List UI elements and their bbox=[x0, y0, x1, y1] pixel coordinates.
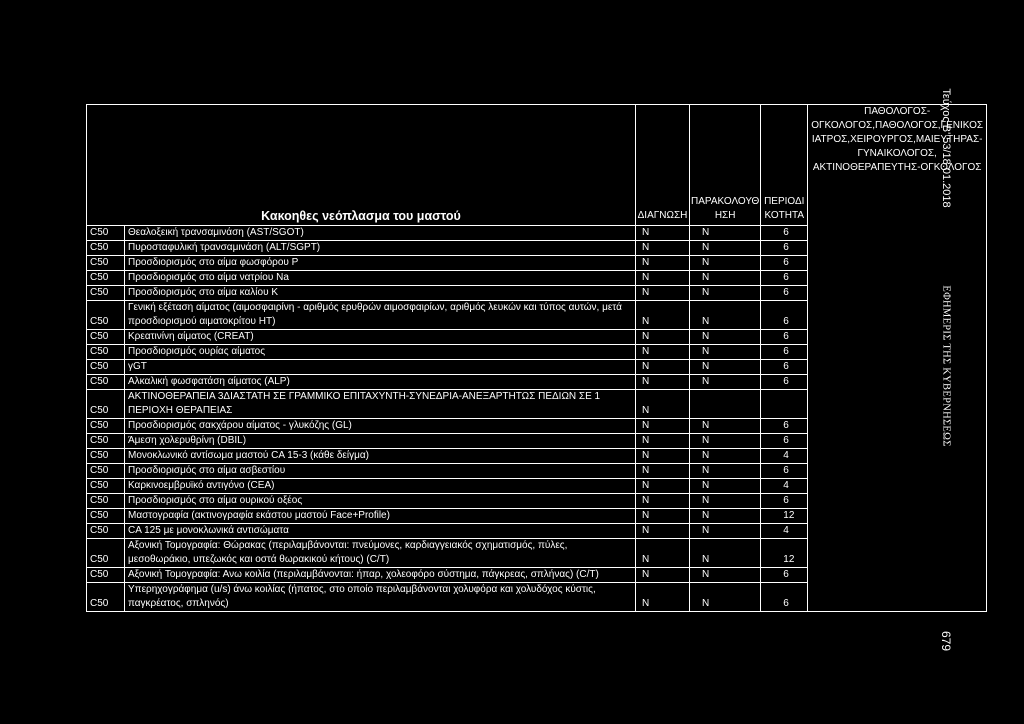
row-follow-up: N bbox=[690, 256, 761, 271]
row-exam: Άμεση χολερυθρίνη (DBIL) bbox=[125, 434, 636, 449]
row-follow-up: N bbox=[690, 241, 761, 256]
row-diagnosis: N bbox=[636, 583, 690, 612]
row-diagnosis: N bbox=[636, 241, 690, 256]
row-follow-up: N bbox=[690, 479, 761, 494]
header-row bbox=[87, 105, 987, 226]
row-follow-up: N bbox=[690, 360, 761, 375]
row-code: C50 bbox=[87, 434, 125, 449]
row-periodicity: 6 bbox=[761, 419, 808, 434]
row-periodicity: 6 bbox=[761, 375, 808, 390]
row-diagnosis: N bbox=[636, 330, 690, 345]
row-code: C50 bbox=[87, 479, 125, 494]
row-periodicity: 4 bbox=[761, 479, 808, 494]
row-periodicity: 6 bbox=[761, 494, 808, 509]
row-follow-up: N bbox=[690, 449, 761, 464]
col-header-periodicity: ΠΕΡΙΟΔΙ ΚΟΤΗΤΑ bbox=[761, 105, 808, 226]
row-exam: Προσδιορισμός στο αίμα καλίου K bbox=[125, 286, 636, 301]
row-periodicity bbox=[761, 390, 808, 419]
row-follow-up: N bbox=[690, 301, 761, 330]
col-header-diagnosis: ΔΙΑΓΝΩΣΗ bbox=[636, 105, 690, 226]
row-exam: ΑΚΤΙΝΟΘΕΡΑΠΕΙΑ 3ΔΙΑΣΤΑΤΗ ΣΕ ΓΡΑΜΜΙΚΟ ΕΠΙΤΑΧΥΝΤΗ-ΣΥΝΕΔΡΙΑ-ΑΝΕΞΑΡΤΗΤΩΣ ΠΕΔΙΩΝ ΣΕ 1 ΠΕΡΙΟΧΗ ΘΕΡΑΠΕΙΑΣ bbox=[125, 390, 636, 419]
row-code: C50 bbox=[87, 449, 125, 464]
row-diagnosis: N bbox=[636, 226, 690, 241]
row-exam: Προσδιορισμός στο αίμα ασβεστίου bbox=[125, 464, 636, 479]
row-diagnosis: N bbox=[636, 301, 690, 330]
row-exam: Μαστογραφία (ακτινογραφία εκάστου μαστού Face+Profile) bbox=[125, 509, 636, 524]
row-periodicity: 6 bbox=[761, 434, 808, 449]
row-exam: Προσδιορισμός στο αίμα ουρικού οξέος bbox=[125, 494, 636, 509]
row-code: C50 bbox=[87, 524, 125, 539]
row-diagnosis: N bbox=[636, 375, 690, 390]
row-follow-up: N bbox=[690, 583, 761, 612]
row-periodicity: 12 bbox=[761, 509, 808, 524]
row-periodicity: 6 bbox=[761, 271, 808, 286]
row-code: C50 bbox=[87, 256, 125, 271]
row-code: C50 bbox=[87, 360, 125, 375]
row-code: C50 bbox=[87, 345, 125, 360]
row-code: C50 bbox=[87, 419, 125, 434]
row-code: C50 bbox=[87, 330, 125, 345]
row-periodicity: 6 bbox=[761, 583, 808, 612]
row-exam: Υπερηχογράφημα (u/s) άνω κοιλίας (ήπατος, στο οποίο περιλαμβάνονται χολυφόρα και χολυδόχος κύστις, παγκρέατος, σπληνός) bbox=[125, 583, 636, 612]
row-diagnosis: N bbox=[636, 568, 690, 583]
row-follow-up: N bbox=[690, 330, 761, 345]
page-number-box bbox=[934, 628, 958, 654]
row-exam: Αλκαλική φωσφατάση αίματος (ALP) bbox=[125, 375, 636, 390]
row-follow-up: N bbox=[690, 419, 761, 434]
row-diagnosis: N bbox=[636, 539, 690, 568]
row-exam: Προσδιορισμός σακχάρου αίματος - γλυκόζης (GL) bbox=[125, 419, 636, 434]
row-follow-up: N bbox=[690, 494, 761, 509]
row-code: C50 bbox=[87, 375, 125, 390]
row-periodicity: 6 bbox=[761, 301, 808, 330]
row-exam: Θεαλοξεική τρανσαμινάση (AST/SGOT) bbox=[125, 226, 636, 241]
row-exam: Καρκινοεμβρυϊκό αντιγόνο (CEA) bbox=[125, 479, 636, 494]
row-periodicity: 4 bbox=[761, 524, 808, 539]
row-periodicity: 4 bbox=[761, 449, 808, 464]
row-exam: Πυροσταφυλική τρανσαμινάση (ALT/SGPT) bbox=[125, 241, 636, 256]
row-follow-up: N bbox=[690, 345, 761, 360]
col-header-specialty: ΠΑΘΟΛΟΓΟΣ-ΟΓΚΟΛΟΓΟΣ,ΠΑΘΟΛΟΓΟΣ,ΓΕΝΙΚΟΣ ΙΑΤΡΟΣ,ΧΕΙΡΟΥΡΓΟΣ,ΜΑΙΕΥΤΗΡΑΣ-ΓΥΝΑΙΚΟΛΟΓΟΣ, ΑΚΤΙΝΟΘΕΡΑΠΕΥΤΗΣ-ΟΓΚΟΛΟΓΟΣ bbox=[808, 105, 987, 612]
row-periodicity: 6 bbox=[761, 464, 808, 479]
row-periodicity: 6 bbox=[761, 286, 808, 301]
row-diagnosis: N bbox=[636, 286, 690, 301]
row-code: C50 bbox=[87, 494, 125, 509]
row-exam: Αξονική Τομογραφία: Θώρακας (περιλαμβάνονται: πνεύμονες, καρδιαγγειακός σχηματισμός, πύλες, μεσοθωράκιο, υπεζωκός και οστά θωρακικού κήτους) (C/T) bbox=[125, 539, 636, 568]
row-code: C50 bbox=[87, 286, 125, 301]
row-follow-up bbox=[690, 390, 761, 419]
row-exam: CA 125 με μονοκλωνικά αντισώματα bbox=[125, 524, 636, 539]
row-follow-up: N bbox=[690, 375, 761, 390]
row-periodicity: 6 bbox=[761, 360, 808, 375]
row-diagnosis: N bbox=[636, 434, 690, 449]
row-diagnosis: N bbox=[636, 464, 690, 479]
row-diagnosis: N bbox=[636, 360, 690, 375]
row-periodicity: 6 bbox=[761, 256, 808, 271]
row-exam: γGT bbox=[125, 360, 636, 375]
row-exam: Αξονική Τομογραφία: Ανω κοιλία (περιλαμβάνονται: ήπαρ, χολεοφόρο σύστημα, πάγκρεας, σπλήνας) (C/T) bbox=[125, 568, 636, 583]
row-diagnosis: N bbox=[636, 256, 690, 271]
row-diagnosis: N bbox=[636, 271, 690, 286]
row-code: C50 bbox=[87, 509, 125, 524]
row-periodicity: 6 bbox=[761, 241, 808, 256]
row-exam: Γενική εξέταση αίματος (αιμοσφαιρίνη - αριθμός ερυθρών αιμοσφαιρίων, αριθμός λευκών και τύπος αυτών, μετά προσδιορισμού αιματοκρίτου HT) bbox=[125, 301, 636, 330]
row-code: C50 bbox=[87, 301, 125, 330]
row-follow-up: N bbox=[690, 434, 761, 449]
row-follow-up: N bbox=[690, 568, 761, 583]
row-code: C50 bbox=[87, 390, 125, 419]
row-diagnosis: N bbox=[636, 479, 690, 494]
row-code: C50 bbox=[87, 583, 125, 612]
row-follow-up: N bbox=[690, 464, 761, 479]
exam-table bbox=[86, 104, 987, 612]
row-exam: Προσδιορισμός ουρίας αίματος bbox=[125, 345, 636, 360]
row-diagnosis: N bbox=[636, 509, 690, 524]
row-follow-up: N bbox=[690, 286, 761, 301]
row-diagnosis: N bbox=[636, 494, 690, 509]
row-code: C50 bbox=[87, 241, 125, 256]
row-diagnosis: N bbox=[636, 524, 690, 539]
row-code: C50 bbox=[87, 271, 125, 286]
row-follow-up: N bbox=[690, 524, 761, 539]
row-periodicity: 6 bbox=[761, 345, 808, 360]
row-follow-up: N bbox=[690, 539, 761, 568]
row-code: C50 bbox=[87, 539, 125, 568]
row-exam: Κρεατινίνη αίματος (CREAT) bbox=[125, 330, 636, 345]
row-diagnosis: N bbox=[636, 419, 690, 434]
row-diagnosis: N bbox=[636, 390, 690, 419]
issue-label-box bbox=[934, 82, 958, 214]
row-follow-up: N bbox=[690, 271, 761, 286]
issue-label: Τεύχος Β' 53/18.01.2018 bbox=[940, 88, 952, 208]
row-code: C50 bbox=[87, 226, 125, 241]
table-title: Κακοηθες νεόπλασμα του μαστού bbox=[87, 105, 636, 226]
gazette-name-box bbox=[934, 285, 958, 447]
row-diagnosis: N bbox=[636, 449, 690, 464]
gazette-name: ΕΦΗΜΕΡΙΣ ΤΗΣ ΚΥΒΕΡΝΗΣΕΩΣ bbox=[940, 285, 952, 447]
row-periodicity: 6 bbox=[761, 226, 808, 241]
row-periodicity: 6 bbox=[761, 568, 808, 583]
row-exam: Μονοκλωνικό αντίσωμα μαστού CA 15-3 (κάθε δείγμα) bbox=[125, 449, 636, 464]
row-periodicity: 6 bbox=[761, 330, 808, 345]
row-exam: Προσδιορισμός στο αίμα φωσφόρου P bbox=[125, 256, 636, 271]
row-follow-up: N bbox=[690, 226, 761, 241]
row-follow-up: N bbox=[690, 509, 761, 524]
row-code: C50 bbox=[87, 568, 125, 583]
row-diagnosis: N bbox=[636, 345, 690, 360]
col-header-follow-up: ΠΑΡΑΚΟΛΟΥΘ ΗΣΗ bbox=[690, 105, 761, 226]
row-periodicity: 12 bbox=[761, 539, 808, 568]
row-code: C50 bbox=[87, 464, 125, 479]
page-number: 679 bbox=[939, 630, 953, 652]
row-exam: Προσδιορισμός στο αίμα νατρίου Na bbox=[125, 271, 636, 286]
